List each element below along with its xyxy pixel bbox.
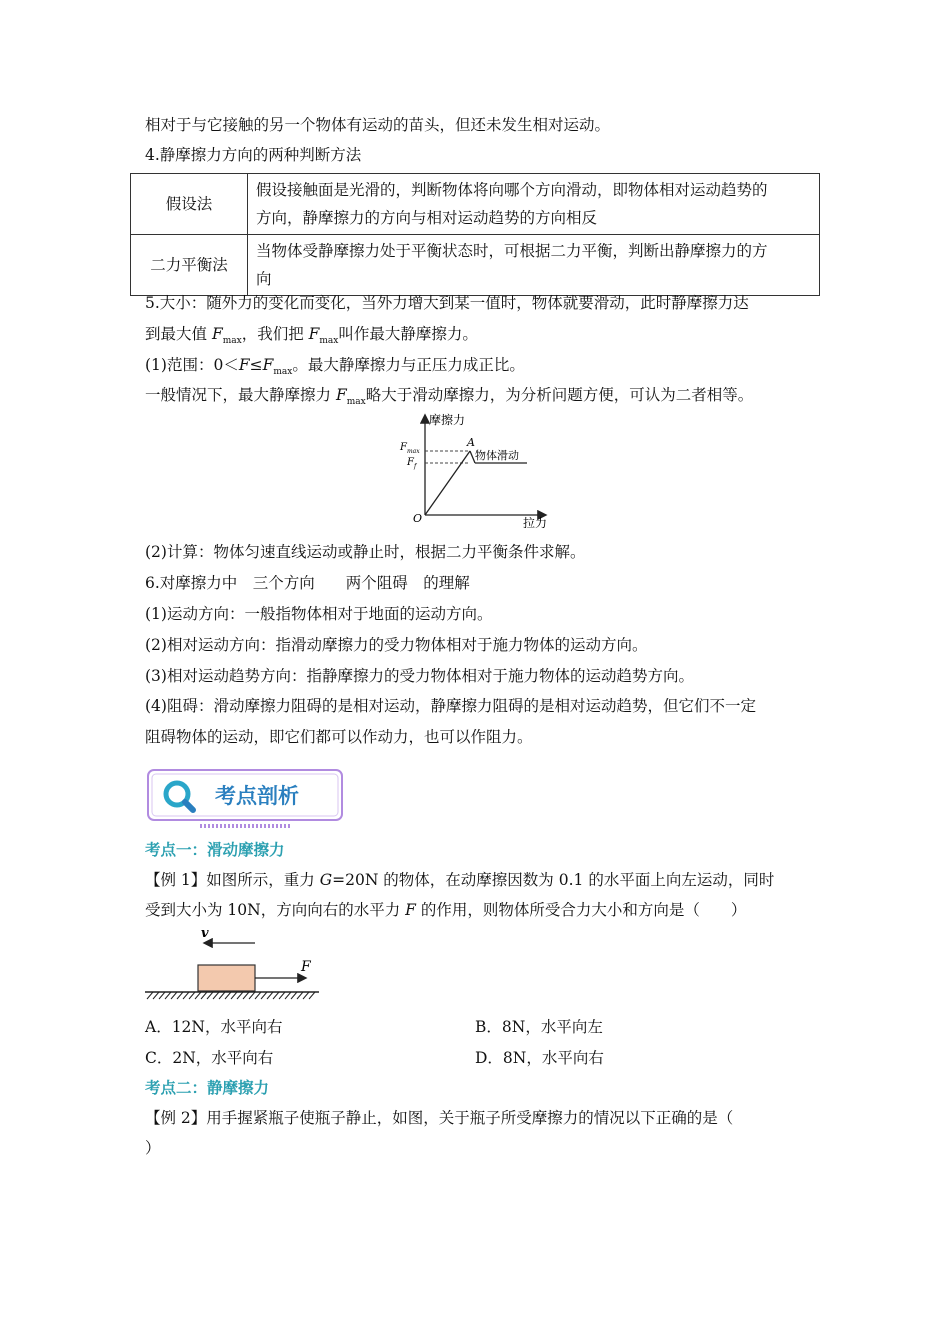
- velocity-label: v: [201, 926, 209, 941]
- ff-label: $F_f$: [407, 457, 417, 470]
- size-line1: 5.大小：随外力的变化而变化，当外力增大到某一值时，物体就要滑动，此时静摩擦力达: [145, 294, 749, 312]
- banner-title: 考点剖析: [215, 784, 299, 808]
- method-desc: [248, 174, 820, 235]
- section6-item4-line2: 阻碍物体的运动，即它们都可以作动力，也可以作阻力。: [145, 728, 533, 746]
- section6-item2: (2)相对运动方向：指滑动摩擦力的受力物体相对于施力物体的运动方向。: [145, 636, 648, 654]
- method-desc-line: 当物体受静摩擦力处于平衡状态时，可根据二力平衡，判断出静摩擦力的方: [256, 242, 768, 260]
- block: [198, 965, 255, 991]
- x-axis-label: 拉力: [523, 516, 548, 530]
- analysis-banner: [145, 767, 345, 829]
- example2-line1: 【例 2】用手握紧瓶子使瓶子静止，如图，关于瓶子所受摩擦力的情况以下正确的是（: [145, 1109, 734, 1127]
- section6-item1: (1)运动方向：一般指物体相对于地面的运动方向。: [145, 605, 493, 623]
- point1-title: 考点一：滑动摩擦力: [145, 840, 285, 859]
- example2-line2: ）: [145, 1139, 161, 1157]
- section6-title: 6.对摩擦力中 三个方向 两个阻碍 的理解: [145, 574, 470, 592]
- calc-line: (2)计算：物体匀速直线运动或静止时，根据二力平衡条件求解。: [145, 543, 586, 561]
- block-diagram: [143, 925, 323, 1000]
- y-axis-label: 摩擦力: [429, 413, 466, 427]
- section6-item4-line1: (4)阻碍：滑动摩擦力阻碍的是相对运动，静摩擦力阻碍的是相对运动趋势，但它们不一定: [145, 697, 756, 715]
- section6-item3: (3)相对运动趋势方向：指静摩擦力的受力物体相对于施力物体的运动趋势方向。: [145, 667, 694, 685]
- methods-table: [130, 173, 820, 296]
- ground-hatch: [147, 992, 315, 999]
- force-label: F: [301, 959, 311, 975]
- point2-title: 考点二：静摩擦力: [145, 1078, 270, 1097]
- intro-line: 相对于与它接触的另一个物体有运动的苗头，但还未发生相对运动。: [145, 116, 611, 134]
- friction-graph: [395, 410, 565, 535]
- example1-line1: 【例 1】如图所示，重力 G=20N 的物体，在动摩擦因数为 0.1 的水平面上向左运动，同时: [145, 871, 775, 889]
- rise-line: [425, 451, 470, 515]
- point-a-label: A: [467, 436, 475, 449]
- section4-title: 4.静摩擦力方向的两种判断方法: [145, 146, 362, 164]
- general-line: 一般情况下，最大静摩擦力 $F_{max}$略大于滑动摩擦力，为分析问题方便，可认为二者相等。: [145, 386, 754, 408]
- method-name: 假设法: [131, 174, 248, 235]
- option-c[interactable]: C．2N，水平向右: [145, 1049, 274, 1067]
- method-desc-line: 方向，静摩擦力的方向与相对运动趋势的方向相反: [256, 209, 598, 227]
- method-desc-line: 向: [256, 270, 272, 288]
- origin-label: O: [413, 512, 423, 525]
- option-b[interactable]: B．8N，水平向左: [475, 1018, 603, 1036]
- table-row: [131, 235, 820, 296]
- range-line: (1)范围：$0<F\le F_{max}$。最大静摩擦力与正压力成正比。: [145, 356, 525, 378]
- example1-line2: 受到大小为 10N，方向向右的水平力 F 的作用，则物体所受合力大小和方向是（ ）: [145, 901, 747, 919]
- option-a[interactable]: A．12N，水平向右: [145, 1018, 283, 1036]
- method-desc-line: 假设接触面是光滑的，判断物体将向哪个方向滑动，即物体相对运动趋势的: [256, 181, 768, 199]
- size-line2: 到最大值 $F_{max}$，我们把 $F_{max}$叫作最大静摩擦力。: [145, 325, 478, 347]
- table-row: [131, 174, 820, 235]
- method-name: 二力平衡法: [131, 235, 248, 296]
- slide-label: 物体滑动: [475, 449, 519, 462]
- option-d[interactable]: D．8N，水平向右: [475, 1049, 604, 1067]
- method-desc: [248, 235, 820, 296]
- fmax-label: $F_{max}$: [400, 442, 420, 455]
